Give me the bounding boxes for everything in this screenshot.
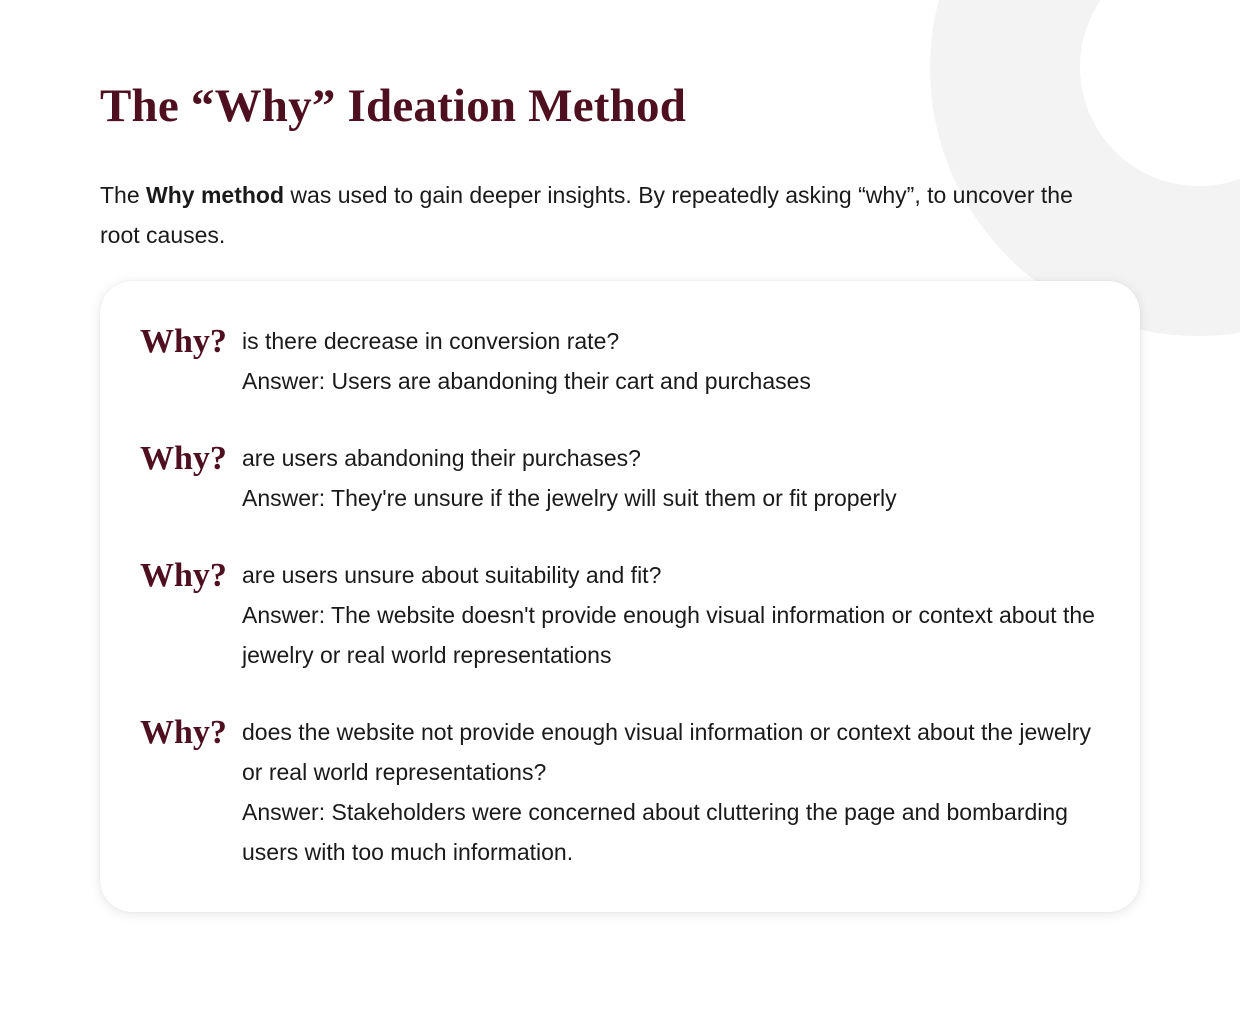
- intro-suffix: was used to gain deeper insights. By repeatedly asking “why”, to uncover the root causes.: [100, 182, 1073, 248]
- why-label: Why?: [140, 440, 227, 477]
- why-answer: Answer: Stakeholders were concerned about cluttering the page and bombarding users with too much information.: [242, 799, 1068, 865]
- why-question: is there decrease in conversion rate?: [242, 328, 620, 354]
- why-question: does the website not provide enough visual information or context about the jewelry or real world representations?: [242, 719, 1091, 785]
- why-content: [242, 712, 1102, 872]
- why-answer: Answer: They're unsure if the jewelry will suit them or fit properly: [242, 485, 897, 511]
- why-answer: Answer: Users are abandoning their cart and purchases: [242, 368, 811, 394]
- why-label: Why?: [140, 323, 227, 360]
- why-content: [242, 438, 1102, 518]
- why-label: Why?: [140, 557, 227, 594]
- why-question: are users abandoning their purchases?: [242, 445, 641, 471]
- why-answer: Answer: The website doesn't provide enough visual information or context about the jewelry or real world representations: [242, 602, 1095, 668]
- why-content: [242, 321, 1102, 401]
- why-card: [100, 281, 1140, 912]
- intro-prefix: The: [100, 182, 147, 208]
- intro-paragraph: [100, 175, 1110, 255]
- intro-bold-term: Why method: [146, 182, 285, 208]
- why-content: [242, 555, 1102, 675]
- why-question: are users unsure about suitability and fit?: [242, 562, 662, 588]
- why-label: Why?: [140, 714, 227, 751]
- page-title: The “Why” Ideation Method: [100, 80, 687, 132]
